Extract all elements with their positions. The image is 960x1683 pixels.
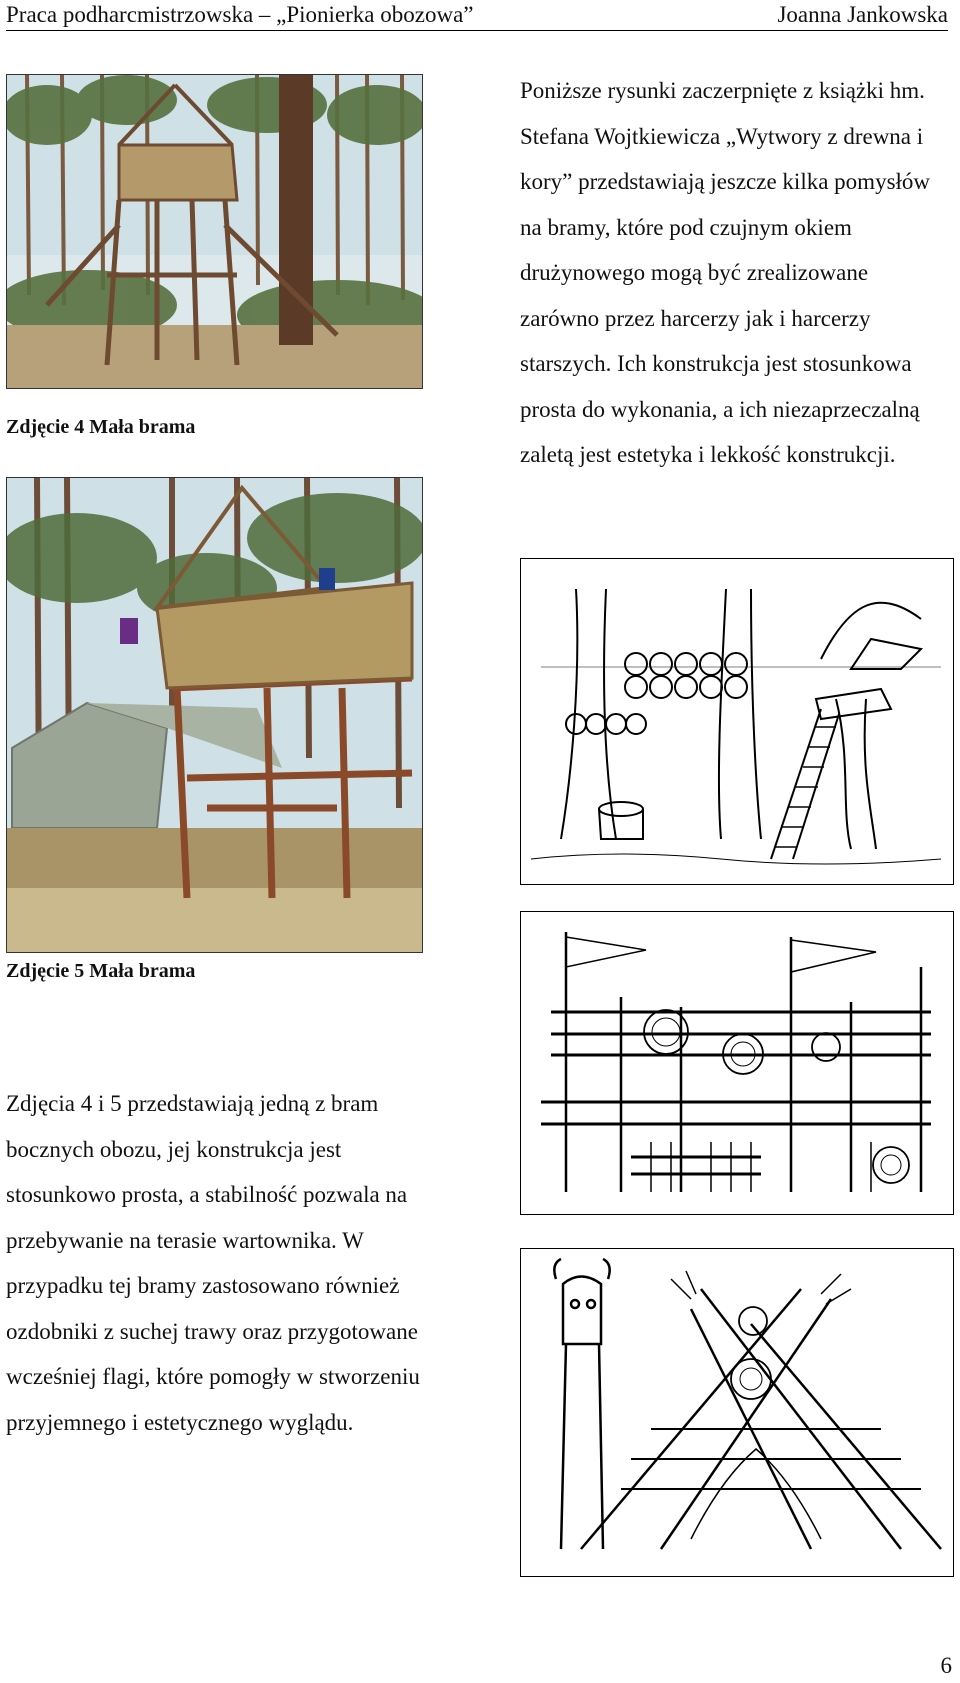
photo-4-caption: Zdjęcie 4 Mała brama: [6, 416, 196, 438]
description-paragraph: Zdjęcia 4 i 5 przedstawiają jedną z bram bocznych obozu, jej konstrukcja jest stosunkowo prosta, a stabilność pozwala na przebywanie na terasie wartownika. W przypadku tej bramy zastosowano również ozdobniki z suchej trawy oraz przygotowane wcześniej flagi, które pomogły w stworzeniu przyjemnego i estetycznego wyglądu.: [6, 1091, 420, 1435]
intro-paragraph: Poniższe rysunki zaczerpnięte z książki hm. Stefana Wojtkiewicza „Wytwory z drewna i kory” przedstawiają jeszcze kilka pomysłów na bramy, które pod czujnym okiem drużynowego mogą być zrealizowane zarówno przez harcerzy jak i harcerzy starszych. Ich konstrukcja jest stosunkowa prosta do wykonania, a ich niezaprzeczalną zaletą jest estetyka i lekkość konstrukcji.: [520, 78, 931, 467]
photo-5-small-gate: [6, 477, 423, 953]
photo-5-caption: Zdjęcie 5 Mała brama: [6, 960, 196, 982]
page-number: 6: [940, 1653, 952, 1678]
author-name: Joanna Jankowska: [777, 2, 948, 27]
page-header: [6, 0, 948, 31]
drawing-crossed-log-gate-with-totem: [520, 1248, 954, 1577]
document-title: Praca podharcmistrzowska – „Pionierka obozowa”: [6, 2, 474, 27]
photo-4-small-gate: [6, 74, 423, 389]
drawing-tree-gate-with-shields: [520, 558, 954, 885]
drawing-log-fence-gate-with-flags: [520, 911, 954, 1215]
